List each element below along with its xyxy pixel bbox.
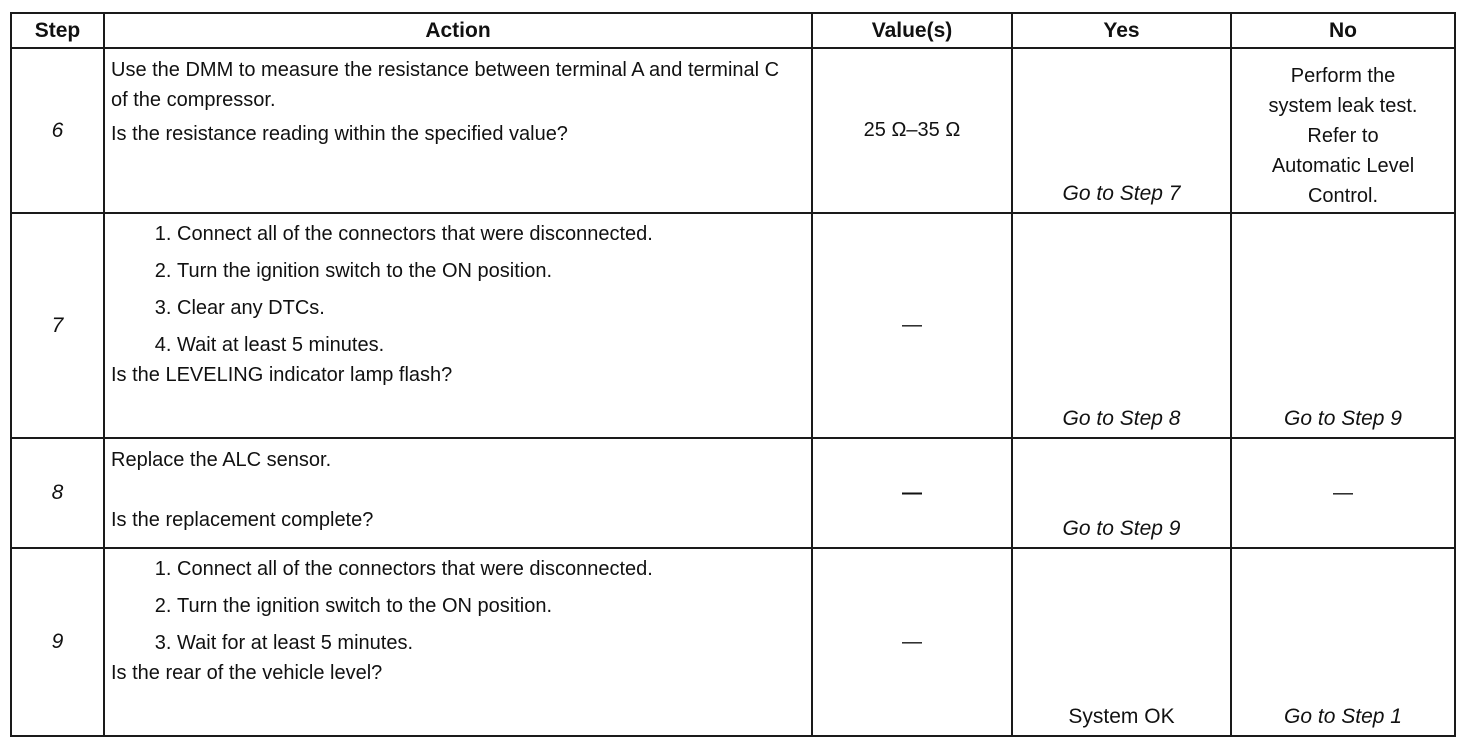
action-step: 2. Turn the ignition switch to the ON position. bbox=[177, 257, 803, 286]
yes-link: Go to Step 8 bbox=[1062, 407, 1181, 430]
action-question: Is the replacement complete? bbox=[111, 509, 374, 531]
table-row bbox=[11, 548, 1455, 736]
no-cell bbox=[1231, 213, 1455, 438]
action-step: 3. Wait for at least 5 minutes. bbox=[177, 629, 803, 658]
table-row bbox=[11, 438, 1455, 548]
action-step: 3. Clear any DTCs. bbox=[177, 294, 803, 323]
action-cell bbox=[104, 548, 812, 736]
header-action: Action bbox=[104, 13, 812, 48]
value-cell: — bbox=[812, 548, 1012, 736]
no-line: system leak test. bbox=[1268, 95, 1418, 117]
header-step: Step bbox=[11, 13, 104, 48]
step-number: 7 bbox=[11, 213, 104, 438]
step-number: 8 bbox=[11, 438, 104, 548]
value-cell: — bbox=[812, 213, 1012, 438]
yes-cell bbox=[1012, 548, 1231, 736]
no-cell: — bbox=[1231, 438, 1455, 548]
action-question: Is the rear of the vehicle level? bbox=[111, 662, 383, 684]
step-number: 6 bbox=[11, 48, 104, 213]
step-number: 9 bbox=[11, 548, 104, 736]
action-cell bbox=[104, 213, 812, 438]
value-cell: 25 Ω–35 Ω bbox=[812, 48, 1012, 213]
action-instruction: Use the DMM to measure the resistance between terminal A and terminal C of the compressor. bbox=[111, 59, 780, 111]
table-row bbox=[11, 48, 1455, 213]
action-instruction: Replace the ALC sensor. bbox=[111, 449, 332, 471]
yes-cell bbox=[1012, 48, 1231, 213]
action-cell bbox=[104, 48, 812, 213]
no-line: Refer to bbox=[1307, 125, 1379, 147]
yes-result: System OK bbox=[1068, 705, 1175, 728]
action-step: 4. Wait at least 5 minutes. bbox=[177, 331, 803, 360]
header-no: No bbox=[1231, 13, 1455, 48]
yes-cell bbox=[1012, 213, 1231, 438]
action-step: 2. Turn the ignition switch to the ON position. bbox=[177, 592, 803, 621]
header-yes: Yes bbox=[1012, 13, 1231, 48]
action-cell bbox=[104, 438, 812, 548]
diagnostic-table bbox=[10, 12, 1456, 737]
value-cell: — bbox=[812, 438, 1012, 548]
header-values: Value(s) bbox=[812, 13, 1012, 48]
no-cell bbox=[1231, 548, 1455, 736]
action-question: Is the LEVELING indicator lamp flash? bbox=[111, 364, 453, 386]
no-cell bbox=[1231, 48, 1455, 213]
table-row bbox=[11, 213, 1455, 438]
no-line: Automatic Level bbox=[1271, 155, 1415, 177]
action-step: 1. Connect all of the connectors that were disconnected. bbox=[177, 555, 803, 584]
action-question: Is the resistance reading within the specified value? bbox=[111, 123, 568, 145]
action-step: 1. Connect all of the connectors that were disconnected. bbox=[177, 220, 803, 249]
yes-cell bbox=[1012, 438, 1231, 548]
header-row bbox=[11, 13, 1455, 48]
no-line: Control. bbox=[1307, 185, 1379, 207]
no-line: Perform the bbox=[1290, 65, 1396, 87]
yes-link: Go to Step 7 bbox=[1062, 182, 1181, 205]
yes-link: Go to Step 9 bbox=[1062, 517, 1181, 540]
no-link: Go to Step 1 bbox=[1284, 705, 1402, 728]
no-link: Go to Step 9 bbox=[1284, 407, 1402, 430]
